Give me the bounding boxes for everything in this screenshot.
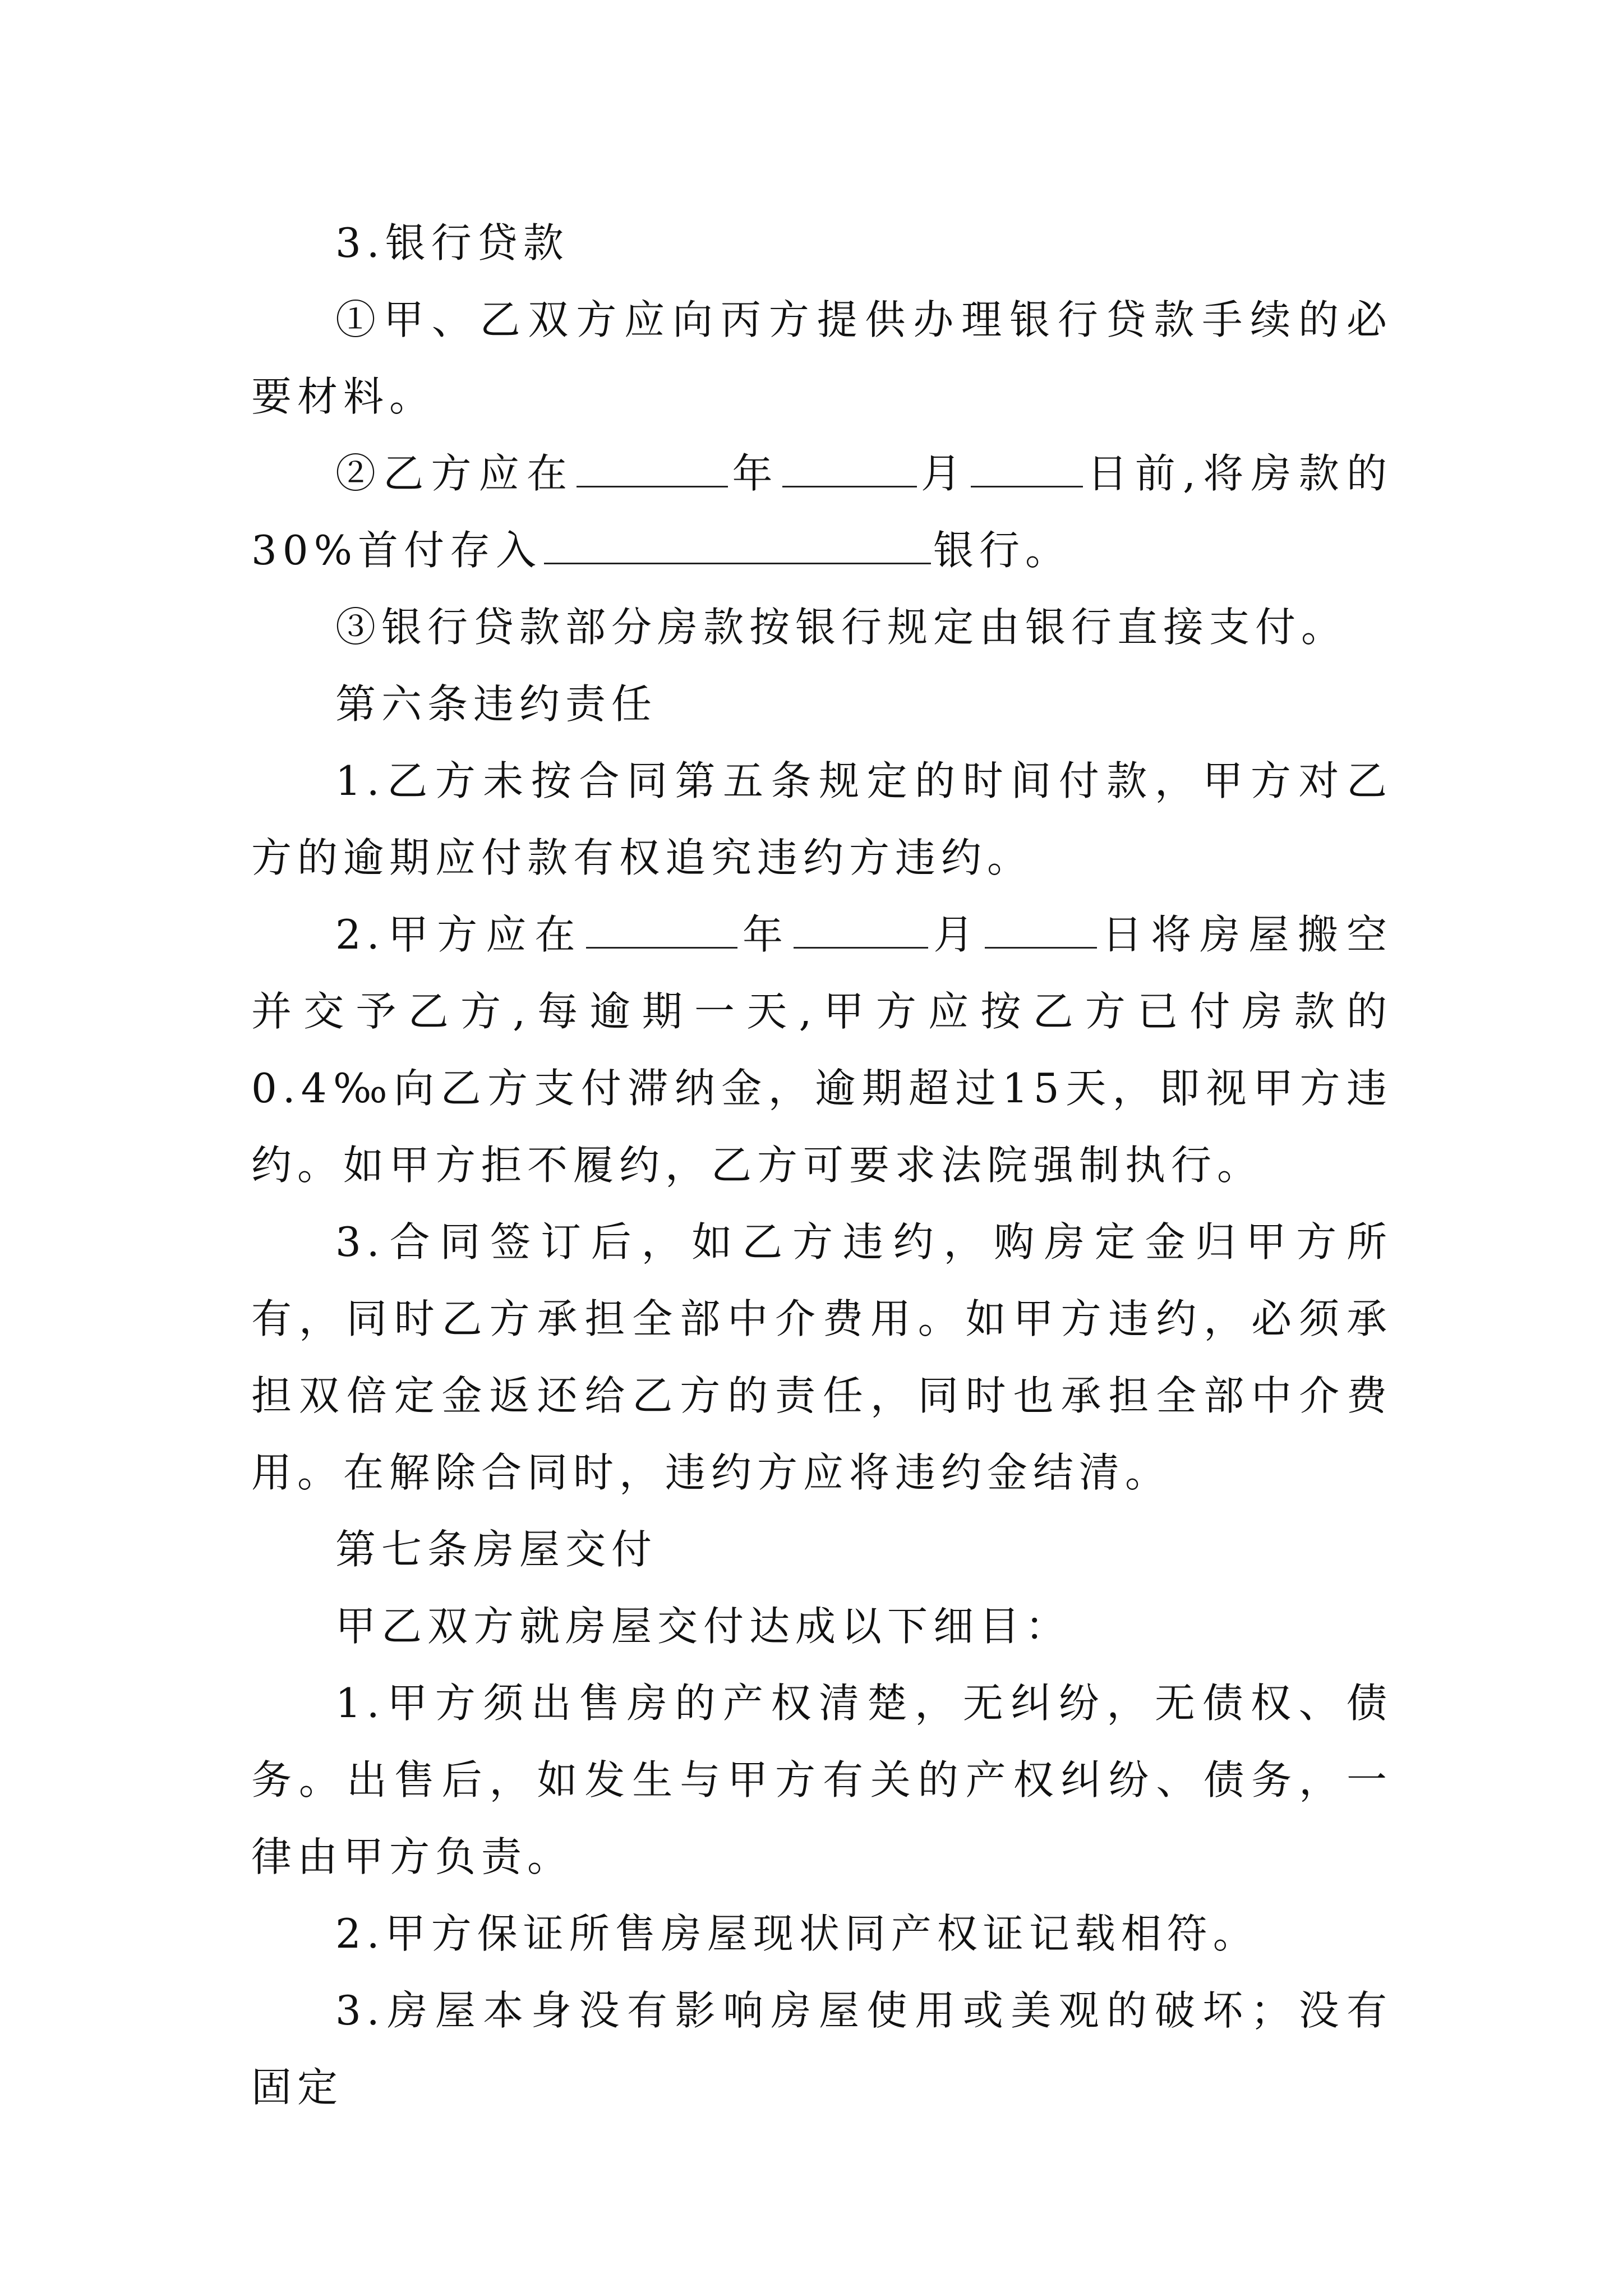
article-7-intro: 甲乙双方就房屋交付达成以下细目： (335, 1603, 1072, 1650)
month-label: 月 (919, 450, 969, 497)
year-blank (577, 453, 728, 487)
article-6-heading: 第六条违约责任 (335, 680, 658, 728)
day-blank (985, 914, 1097, 949)
year-blank (586, 914, 737, 949)
bank-loan-item-2-text-b: 日前,将房款的30%首付存入 (251, 450, 1393, 574)
bank-loan-item-2 (251, 435, 1393, 589)
year-label: 年 (730, 450, 780, 497)
article-7-clause-2: 2.甲方保证所售房屋现状同产权证记载相符。 (335, 1910, 1259, 1957)
article-6-clause-1: 1.乙方未按合同第五条规定的时间付款，甲方对乙方的逾期应付款有权追究违约方违约。 (251, 757, 1393, 881)
month-blank (782, 453, 917, 487)
year-label: 年 (739, 911, 792, 958)
bank-loan-item-3: ③银行贷款部分房款按银行规定由银行直接支付。 (335, 604, 1348, 651)
month-label: 月 (930, 911, 983, 958)
day-blank (971, 453, 1083, 487)
article-7-heading: 第七条房屋交付 (335, 1526, 658, 1573)
bank-loan-heading: 3.银行贷款 (335, 219, 569, 266)
article-6-clause-2 (251, 896, 1393, 1204)
bank-loan-item-1: ①甲、乙双方应向丙方提供办理银行贷款手续的必要材料。 (251, 296, 1393, 420)
document-body (251, 205, 1393, 2126)
bank-loan-item-2-text-a: ②乙方应在 (335, 450, 575, 497)
bank-name-blank (544, 530, 931, 564)
article-7-clause-1: 1.甲方须出售房的产权清楚，无纠纷，无债权、债务。出售后，如发生与甲方有关的产权纠纷、债务，一律由甲方负责。 (251, 1680, 1393, 1880)
article-7-clause-3: 3.房屋本身没有影响房屋使用或美观的破坏；没有固定 (251, 1987, 1393, 2111)
article-6-clause-2-text-b: 日将房屋搬空并交予乙方,每逾期一天,甲方应按乙方已付房款的0.4‰向乙方支付滞纳金，逾期超过15天，即视甲方违约。如甲方拒不履约，乙方可要求法院强制执行。 (251, 911, 1393, 1189)
article-6-clause-3: 3.合同签订后，如乙方违约，购房定金归甲方所有，同时乙方承担全部中介费用。如甲方违约，必须承担双倍定金返还给乙方的责任，同时也承担全部中介费用。在解除合同时，违约方应将违约金结清。 (251, 1218, 1393, 1496)
bank-loan-item-2-text-c: 银行。 (933, 527, 1072, 574)
article-6-clause-2-text-a: 2.甲方应在 (335, 911, 584, 958)
month-blank (794, 914, 928, 949)
